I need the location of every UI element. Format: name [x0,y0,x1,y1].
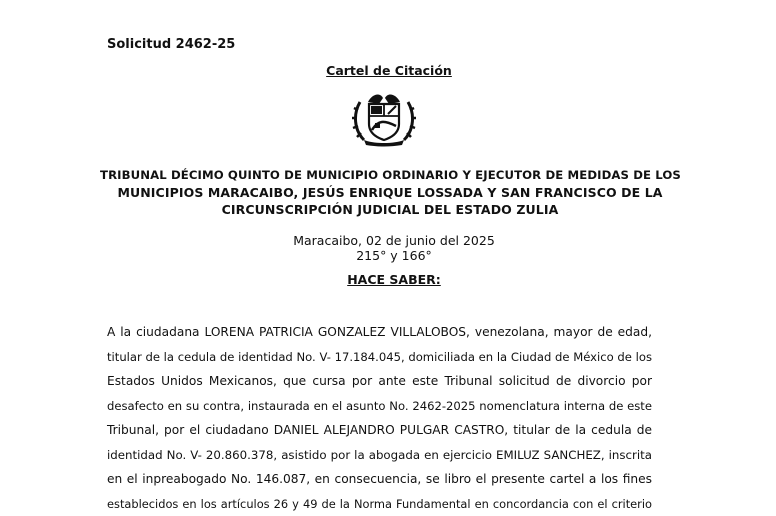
independence-years: 215° y 166° [0,248,776,263]
document-date: Maracaibo, 02 de junio del 2025 [0,233,776,248]
tribunal-line: MUNICIPIOS MARACAIBO, JESÚS ENRIQUE LOSSADA Y SAN FRANCISCO DE LA [100,184,680,201]
section-heading: HACE SABER: [0,272,776,287]
venezuela-coat-of-arms-icon [350,90,418,146]
body-line: A la ciudadana LORENA PATRICIA GONZALEZ VILLALOBOS, venezolana, mayor de edad, [107,320,652,345]
body-line: titular de la cedula de identidad No. V- 17.184.045, domiciliada en la Ciudad de México de los [107,345,652,370]
tribunal-line: CIRCUNSCRIPCIÓN JUDICIAL DEL ESTADO ZULIA [100,201,680,218]
body-line: en el inpreabogado No. 146.087, en consecuencia, se libro el presente cartel a los fines [107,467,652,492]
request-number: Solicitud 2462-25 [107,37,235,52]
document-title: Cartel de Citación [0,63,776,78]
body-line: Tribunal, por el ciudadano DANIEL ALEJANDRO PULGAR CASTRO, titular de la cedula de [107,418,652,443]
body-line: desafecto en su contra, instaurada en el asunto No. 2462-2025 nomenclatura interna de este [107,394,652,419]
body-line: establecidos en los artículos 26 y 49 de la Norma Fundamental en concordancia con el criterio [107,492,652,516]
tribunal-line: TRIBUNAL DÉCIMO QUINTO DE MUNICIPIO ORDINARIO Y EJECUTOR DE MEDIDAS DE LOS [100,167,680,184]
body-line: identidad No. V- 20.860.378, asistido por la abogada en ejercicio EMILUZ SANCHEZ, inscrita [107,443,652,468]
tribunal-name [100,167,680,218]
body-paragraph [107,320,652,516]
body-line: Estados Unidos Mexicanos, que cursa por ante este Tribunal solicitud de divorcio por [107,369,652,394]
